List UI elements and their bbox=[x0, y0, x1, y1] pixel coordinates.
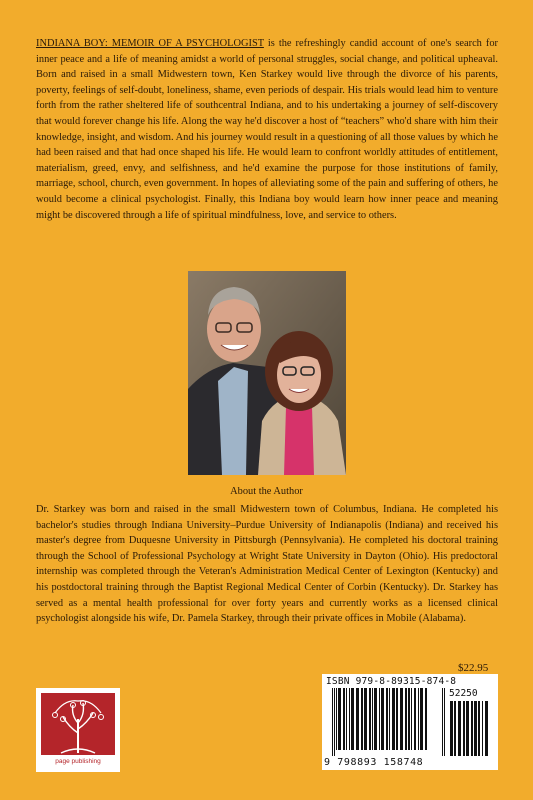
author-bio: Dr. Starkey was born and raised in the small Midwestern town of Columbus, Indiana. He completed his bachelor's studies through Indiana University–Purdue University of Indianapolis (Indiana) and received his master's degree from Duquesne University in Pittsburgh (Pennsylvania). He completed his doctoral training through the School of Professional Psychology at Wright State University in Dayton (Ohio). His predoctoral internship was completed through the Veteran's Administration Medical Center of Lexington (Kentucky) and his postdoctoral training through the Baptist Regional Medical Center of Corbin (Kentucky). Dr. Starkey has served as a mental health professional for over forty years and currently works as a licensed clinical psychologist alongside his wife, Dr. Pamela Starkey, through their private offices in Mobile (Alabama). bbox=[36, 504, 498, 625]
author-photo bbox=[188, 271, 346, 475]
price-label: $22.95 bbox=[458, 662, 489, 674]
book-title: INDIANA BOY: MEMOIR OF A PSYCHOLOGIST bbox=[36, 38, 264, 49]
publisher-logo bbox=[36, 688, 120, 772]
barcode-digits: 9 798893 158748 bbox=[324, 757, 424, 768]
blurb-text: is the refreshingly candid account of one's search for inner peace and a life of meaning amidst a world of personal struggles, social change, and political upheaval. Born and raised in a small Midwestern town, Ken Starkey would live through the divorce of his parents, poverty, feelings of self-doubt, loneliness, shame, even periods of despair. His trials would lead him to venture forth from the rather sheltered life of southcentral Indiana, and to his undertaking a journey of self-discovery that would forever change his life. Along the way he'd discover a host of “teachers” who'd share with him their knowledge, insight, and wisdom. And his journey would result in a questioning of all those values by which he had been raised and that had once shaped his life. He would learn to confront worldly attitudes of entitlement, materialism, greed, envy, and selfishness, and he'd examine the purpose for those institutions of family, marriage, school, church, even government. In hopes of alleviating some of the pain and suffering of others, he would become a clinical psychologist. Finally, this Indiana boy would learn how inner peace and meaning might be discovered through a life of spiritual mindfulness, love, and service to others. bbox=[36, 38, 499, 221]
addon-barcode-bars bbox=[450, 701, 494, 756]
tree-icon bbox=[41, 693, 115, 755]
price-addon-digits: 52250 bbox=[449, 688, 478, 699]
isbn-barcode bbox=[322, 674, 498, 770]
barcode-bars bbox=[332, 688, 446, 756]
isbn-label: ISBN 979-8-89315-874-8 bbox=[326, 676, 457, 687]
back-cover-blurb bbox=[36, 36, 498, 223]
publisher-name: page publishing bbox=[55, 758, 101, 765]
about-the-author-heading: About the Author bbox=[230, 486, 303, 497]
